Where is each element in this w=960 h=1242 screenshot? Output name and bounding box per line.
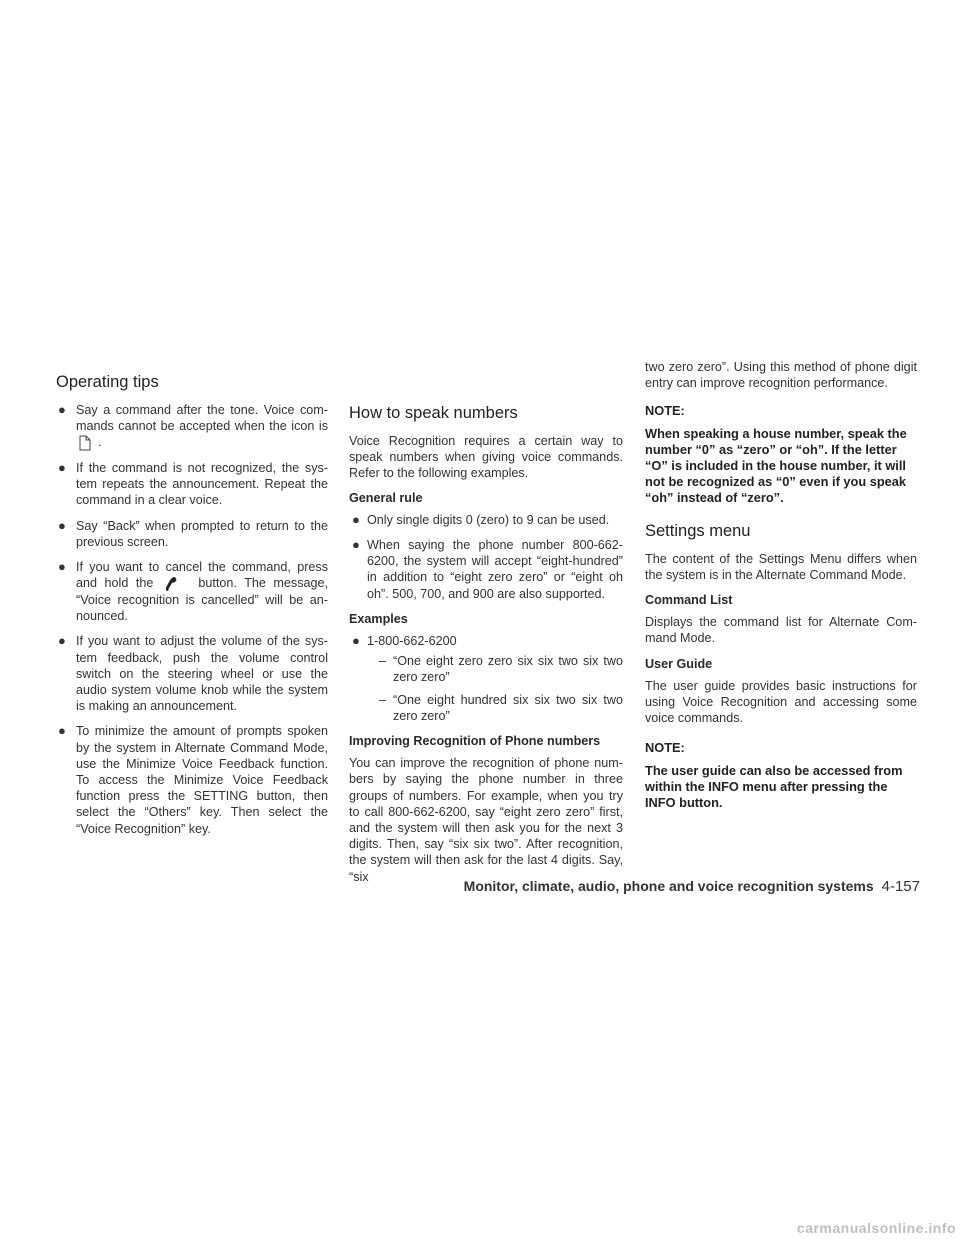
- bullet-icon: ●: [352, 633, 360, 649]
- rule-text: Only single digits 0 (zero) to 9 can be used.: [367, 512, 610, 527]
- list-item: [349, 633, 623, 724]
- section-title-operating-tips: Operating tips: [56, 373, 159, 391]
- watermark-bar: [0, 1212, 960, 1242]
- column-speak-numbers: [349, 403, 623, 893]
- bullet-icon: ●: [352, 537, 360, 553]
- list-item: [56, 402, 328, 451]
- improving-heading: Improving Recognition of Phone numbers: [349, 734, 601, 749]
- example-text: “One eight hundred six six two six two zero zero”: [393, 692, 623, 723]
- bullet-icon: ●: [58, 517, 66, 533]
- dash-icon: –: [379, 654, 387, 669]
- user-guide-heading: User Guide: [645, 656, 713, 671]
- column-settings: [645, 359, 917, 819]
- speak-numbers-continued: two zero zero”. Using this method of phone digit entry can improve recognition performance.: [645, 360, 917, 391]
- example-variants: [367, 653, 623, 724]
- list-item: [56, 460, 328, 509]
- operating-tips-list: [56, 402, 328, 837]
- improving-body: You can improve the recognition of phone num-bers by saying the phone number in three groups of numbers. For example, when you try to call 800-662-6200, say “eight zero zero” first, and the system will then ask you for the next 3 digits. Then, say “six six two”. After recognition, the system will then ask for the last 4 digits. Say, “six: [349, 756, 623, 884]
- dash-icon: –: [379, 692, 387, 707]
- command-list-body: Displays the command list for Alternate Com-mand Mode.: [645, 615, 917, 646]
- tip-text: If the command is not recognized, the sys-tem repeats the announcement. Repeat the command in a clear voice.: [76, 461, 328, 508]
- tip-text: Say “Back” when prompted to return to the previous screen.: [76, 518, 328, 549]
- page-footer: [464, 878, 920, 895]
- tip-text-end: .: [98, 435, 102, 450]
- list-item: [56, 633, 328, 714]
- speak-numbers-intro: Voice Recognition requires a certain way to speak numbers when giving voice commands. Refer to the following examples.: [349, 434, 623, 481]
- general-rule-heading: General rule: [349, 490, 423, 505]
- note-body: When speaking a house number, speak the number “0” as “zero” or “oh”. If the letter “O” is included in the house number, it will not be recognized as “0” even if you speak “oh” instead of “zero”.: [645, 425, 907, 506]
- examples-heading: Examples: [349, 611, 408, 626]
- rule-text: When saying the phone number 800-662-6200, the system will accept “eight-hundred” in addition to “eight zero zero” or “eight oh oh”. 500, 700, and 900 are also supported.: [367, 538, 623, 601]
- tip-text: If you want to cancel the command, press and hold the: [76, 560, 328, 591]
- user-guide-body: The user guide provides basic instructions for using Voice Recognition and accessing some voice commands.: [645, 678, 917, 726]
- note-label: NOTE:: [645, 740, 685, 756]
- footer-section-title: Monitor, climate, audio, phone and voice recognition systems: [463, 878, 874, 894]
- tip-text-end: button. The message, “Voice recognition is cancelled” will be an-nounced.: [76, 576, 329, 624]
- command-list-heading: Command List: [645, 593, 733, 608]
- column-operating-tips: [56, 372, 328, 846]
- bullet-icon: ●: [58, 402, 66, 417]
- phone-talk-icon: [165, 576, 179, 592]
- section-title-settings-menu: Settings menu: [645, 521, 751, 540]
- list-item: [367, 653, 623, 685]
- voice-waiting-icon: [78, 435, 92, 451]
- example-number: 1-800-662-6200: [367, 634, 457, 649]
- list-item: [56, 559, 328, 624]
- bullet-icon: ●: [58, 633, 66, 649]
- general-rule-list: [349, 512, 623, 602]
- bullet-icon: ●: [58, 559, 66, 575]
- bullet-icon: ●: [58, 723, 66, 739]
- note-label: NOTE:: [645, 403, 685, 419]
- settings-intro: The content of the Settings Menu differs when the system is in the Alternate Command Mode.: [645, 551, 917, 582]
- note-body: The user guide can also be accessed from within the INFO menu after pressing the INFO button.: [645, 762, 903, 811]
- watermark-text: carmanualsonline.info: [796, 1220, 956, 1236]
- list-item: [56, 723, 328, 836]
- list-item: [367, 692, 623, 724]
- list-item: [349, 537, 623, 602]
- bullet-icon: ●: [58, 460, 66, 476]
- tip-text: To minimize the amount of prompts spoken by the system in Alternate Command Mode, use the Minimize Voice Feedback function. To access the Minimize Voice Feedback function press the SETTING button, then select the “Others” key. Then select the “Voice Recognition” key.: [76, 724, 328, 836]
- examples-list: [349, 633, 623, 724]
- tip-text: Say a command after the tone. Voice com-mands cannot be accepted when the icon is: [76, 403, 328, 434]
- page-number: 4-157: [881, 878, 920, 895]
- list-item: [349, 512, 623, 528]
- bullet-icon: ●: [352, 511, 360, 527]
- list-item: [56, 518, 328, 550]
- tip-text: If you want to adjust the volume of the sys-tem feedback, push the volume control switch on the steering wheel or use the audio system volume knob while the system is making an announcement.: [76, 634, 328, 714]
- section-title-speak-numbers: How to speak numbers: [349, 404, 518, 422]
- example-text: “One eight zero zero six six two six two zero zero”: [393, 654, 623, 685]
